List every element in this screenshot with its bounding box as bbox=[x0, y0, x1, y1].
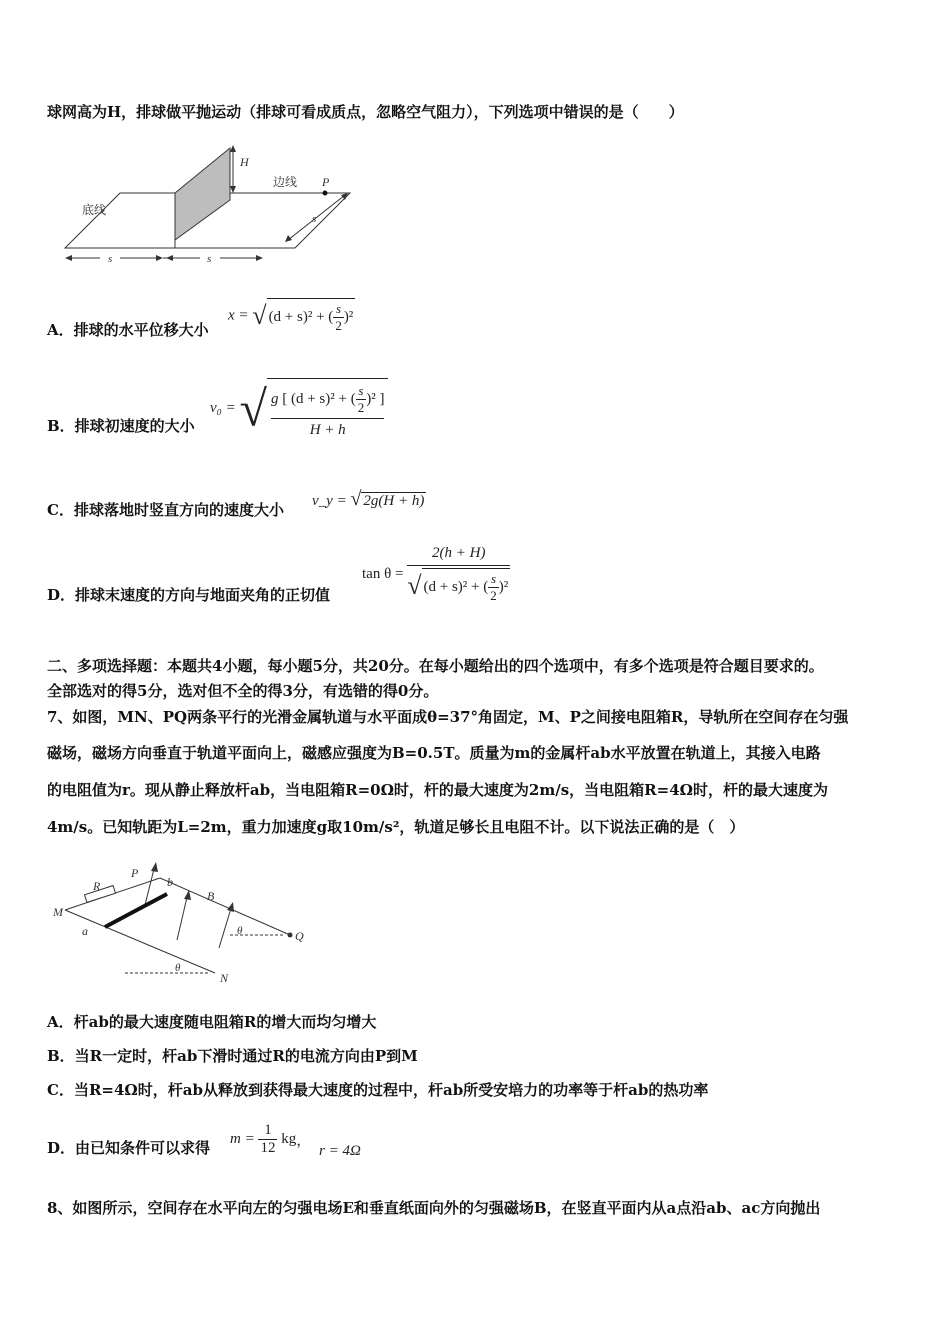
q7-line-2: 磁场，磁场方向垂直于轨道平面向上，磁感应强度为B=0.5T。质量为m的金属杆ab水平放置在轨道上，其接入电路 bbox=[47, 744, 821, 762]
q6-option-b: B．排球初速度的大小 bbox=[47, 417, 195, 435]
formula-q7-d: m = $\frac{1}{12}$ kg， r = 4Ω bbox=[230, 1122, 361, 1159]
n-label: N bbox=[220, 971, 229, 985]
a-label: a bbox=[82, 924, 88, 938]
q8-line-1: 8、如图所示，空间存在水平向左的匀强电场E和垂直纸面向外的匀强磁场B，在竖直平面内从a点沿ab、ac方向抛出 bbox=[47, 1199, 821, 1217]
q6-option-d: D．排球末速度的方向与地面夹角的正切值 bbox=[47, 586, 331, 604]
section-line-2: 全部选对的得5分，选对但不全的得3分，有选错的得0分。 bbox=[47, 682, 439, 700]
sideline-label: 边线 bbox=[273, 175, 298, 189]
q7-line-1: 7、如图，MN、PQ两条平行的光滑金属轨道与水平面成θ=37°角固定，M、P之间接电阻箱R，导轨所在空间存在匀强 bbox=[47, 708, 849, 726]
section-line-1: 二、多项选择题：本题共4小题，每小题5分，共20分。在每小题给出的四个选项中，有多个选项是符合题目要求的。 bbox=[47, 657, 824, 675]
formula-c: v_y = √ 2g(H + h) bbox=[312, 488, 425, 510]
h-label: H bbox=[240, 155, 249, 169]
formula-d: tan θ = 2(h + H) √ (d + s)² + ( $\frac{s}{2}$ )² bbox=[362, 545, 509, 603]
s-diag-label: s bbox=[312, 213, 317, 225]
r-label: R bbox=[93, 879, 101, 893]
q7-line-3: 的电阻值为r。现从静止释放杆ab，当电阻箱R=0Ω时，杆的最大速度为2m/s，当电阻箱R=4Ω时，杆的最大速度为 bbox=[47, 781, 828, 799]
q6-option-c: C．排球落地时竖直方向的速度大小 bbox=[47, 501, 284, 519]
q-label: Q bbox=[295, 929, 304, 943]
intro-line: 球网高为H，排球做平抛运动（排球可看成质点，忽略空气阻力），下列选项中错误的是（ ） bbox=[47, 103, 684, 121]
point-p-label: P bbox=[322, 175, 330, 189]
q7-line-4: 4m/s。已知轨距为L=2m，重力加速度g取10m/s²，轨道足够长且电阻不计。以下说法正确的是（ ） bbox=[47, 818, 745, 836]
b-field-label: B bbox=[207, 889, 215, 903]
b-label: b bbox=[167, 875, 173, 889]
rails-figure bbox=[45, 860, 315, 985]
theta-lower: θ bbox=[175, 962, 181, 974]
s-bottom-right-label: s bbox=[207, 253, 212, 265]
q6-option-a: A．排球的水平位移大小 bbox=[47, 321, 209, 339]
q7-option-d: D．由已知条件可以求得 bbox=[47, 1139, 211, 1157]
p-label: P bbox=[131, 866, 139, 880]
theta-upper: θ bbox=[237, 925, 243, 937]
q7-option-c: C．当R=4Ω时，杆ab从释放到获得最大速度的过程中，杆ab所受安培力的功率等于杆ab的热功率 bbox=[47, 1081, 709, 1099]
s-bottom-left-label: s bbox=[108, 253, 113, 265]
baseline-label: 底线 bbox=[82, 203, 107, 217]
q7-option-b: B．当R一定时，杆ab下滑时通过R的电流方向由P到M bbox=[47, 1047, 418, 1065]
formula-b: v₀ = √ g [ (d + s)² + ( $\frac{s}{2}$ )² ] H + h bbox=[210, 378, 388, 439]
m-label: M bbox=[53, 905, 63, 919]
court-figure bbox=[60, 140, 370, 270]
formula-a: x = √ (d + s)² + ( $\frac{s}{2}$ )² bbox=[228, 298, 355, 334]
point-p bbox=[323, 191, 328, 196]
q7-option-a: A．杆ab的最大速度随电阻箱R的增大而均匀增大 bbox=[47, 1013, 377, 1031]
